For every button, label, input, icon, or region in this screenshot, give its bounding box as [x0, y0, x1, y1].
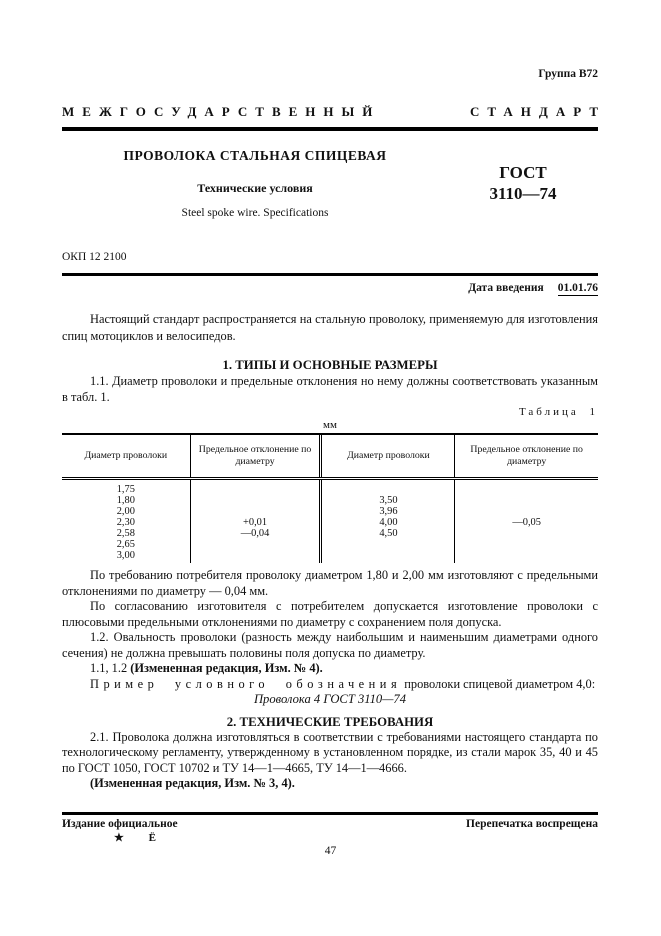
table-cell: 4,50: [379, 528, 398, 539]
table-cell: +0,01: [243, 517, 268, 528]
date-value: 01.01.76: [557, 282, 598, 294]
document-title: ПРОВОЛОКА СТАЛЬНАЯ СПИЦЕВАЯ: [123, 148, 387, 163]
table-cell: 2,30: [116, 517, 135, 528]
page-number: 47: [324, 845, 337, 857]
title-block: [62, 148, 598, 219]
gost-number: 3110—74: [489, 184, 557, 203]
designation-example-line: [62, 677, 598, 693]
footer-rule: [62, 812, 598, 815]
table-cell: [457, 539, 596, 550]
table-cell: [193, 506, 318, 517]
table-cell: [193, 539, 318, 550]
amendment-note-2: (Измененная редакция, Изм. № 3, 4).: [90, 776, 295, 790]
stamp-mark-icon: Ё: [148, 832, 156, 844]
page-content: [62, 0, 606, 792]
table-column-diameter-2: [322, 480, 455, 563]
okp-code: ОКП 12 2100: [62, 251, 127, 263]
paragraph-1-1: 1.1. Диаметр проволоки и предельные отклонения но нему должны соответствовать указанным в табл. 1.: [62, 374, 598, 404]
table-cell: [457, 484, 596, 495]
table-cell: [457, 495, 596, 506]
reprint-prohibited-label: Перепечатка воспрещена: [466, 818, 598, 830]
standard-type-word2: СТАНДАРТ: [469, 104, 606, 119]
table-cell: [457, 506, 596, 517]
paragraph-2-1: 2.1. Проволока должна изготовляться в соответствии с требованиями настоящего стандарта по технологическому регламенту, утвержденному в установленном порядке, из стали марок 35, 40 и 45 по ГОСТ 1050, ГОСТ 10702 и ТУ 14—1—4665, ТУ 14—1—4666.: [62, 729, 598, 775]
table-cell: —0,04: [240, 528, 270, 539]
table-cell: [457, 528, 596, 539]
table-body: [62, 480, 598, 563]
example-label: Пример условного обозначения: [90, 676, 402, 691]
example-rest: проволоки спицевой диаметром 4,0:: [401, 676, 596, 691]
table-header-cell: Предельное отклонение по диаметру: [470, 444, 583, 467]
table-cell: [324, 550, 452, 561]
gost-designation: [448, 162, 598, 219]
standard-type-word1: МЕЖГОСУДАРСТВЕННЫЙ: [62, 104, 381, 119]
standard-type-heading: [62, 104, 606, 120]
table-cell: 3,00: [116, 550, 135, 561]
section1-heading: 1. ТИПЫ И ОСНОВНЫЕ РАЗМЕРЫ: [222, 358, 438, 372]
table-column-deviation-1: [191, 480, 323, 563]
amendment-text: (Измененная редакция, Изм. № 4).: [130, 661, 323, 675]
table-cell: [457, 550, 596, 561]
table-cell: 2,65: [116, 539, 135, 550]
page-footer: [62, 812, 598, 844]
table-cell: 3,96: [379, 506, 398, 517]
header-rule: [62, 127, 598, 131]
amendment-prefix: 1.1, 1.2: [90, 661, 131, 675]
table-cell: 2,00: [116, 506, 135, 517]
document-subtitle-english: Steel spoke wire. Specifications: [181, 207, 329, 219]
table-cell: [324, 539, 452, 550]
separator-rule: [62, 273, 598, 276]
document-subtitle: Технические условия: [197, 181, 313, 195]
table-cell: 1,75: [116, 484, 135, 495]
introduction-date: [62, 282, 598, 294]
paragraph-requirement: По требованию потребителя проволоку диаметром 1,80 и 2,00 мм изготовляют с предельными отклонениями по диаметру — 0,04 мм.: [62, 568, 598, 598]
table-cell: 3,50: [379, 495, 398, 506]
paragraph-1-2: 1.2. Овальность проволоки (разность между наибольшим и наименьшим диаметрами одного сечения) не должна превышать половины поля допуска по диаметру.: [62, 630, 598, 660]
gost-label: ГОСТ: [499, 163, 547, 182]
table-header-row: [62, 435, 598, 480]
table-header-cell: Диаметр проволоки: [62, 435, 191, 477]
footer-row: [62, 818, 598, 830]
table-cell: 1,80: [116, 495, 135, 506]
table-cell: [193, 550, 318, 561]
table-label: Таблица 1: [518, 406, 598, 418]
section2-heading: 2. ТЕХНИЧЕСКИЕ ТРЕБОВАНИЯ: [226, 714, 434, 729]
table-cell: 2,58: [116, 528, 135, 539]
intro-paragraph: Настоящий стандарт распространяется на стальную проволоку, применяемую для изготовления спиц мотоциклов и велосипедов.: [62, 312, 598, 343]
table-cell: [193, 495, 318, 506]
official-edition-label: Издание официальное: [62, 818, 178, 830]
star-icon: ★: [114, 832, 124, 844]
amendment-note-1: [62, 661, 598, 677]
footer-marks: [62, 831, 598, 844]
table-header-cell: Предельное отклонение по диаметру: [191, 435, 323, 477]
date-label: Дата введения: [468, 282, 544, 294]
table-cell: 4,00: [379, 517, 398, 528]
table-unit: мм: [323, 419, 337, 431]
table-header-cell: Диаметр проволоки: [322, 435, 455, 477]
table-column-diameter-1: [62, 480, 191, 563]
designation-example-value: Проволока 4 ГОСТ 3110—74: [253, 692, 407, 706]
table-1: [62, 433, 598, 563]
table-cell: [324, 484, 452, 495]
group-label: Группа В72: [538, 68, 598, 80]
table-cell: —0,05: [512, 517, 541, 528]
table-cell: [193, 484, 318, 495]
paragraph-agreement: По согласованию изготовителя с потребителем допускается изготовление проволоки с плюсовыми предельными отклонениями по диаметру с сохранением поля допуска.: [62, 599, 598, 629]
title-left-column: [62, 148, 448, 219]
table-column-deviation-2: [455, 480, 598, 563]
